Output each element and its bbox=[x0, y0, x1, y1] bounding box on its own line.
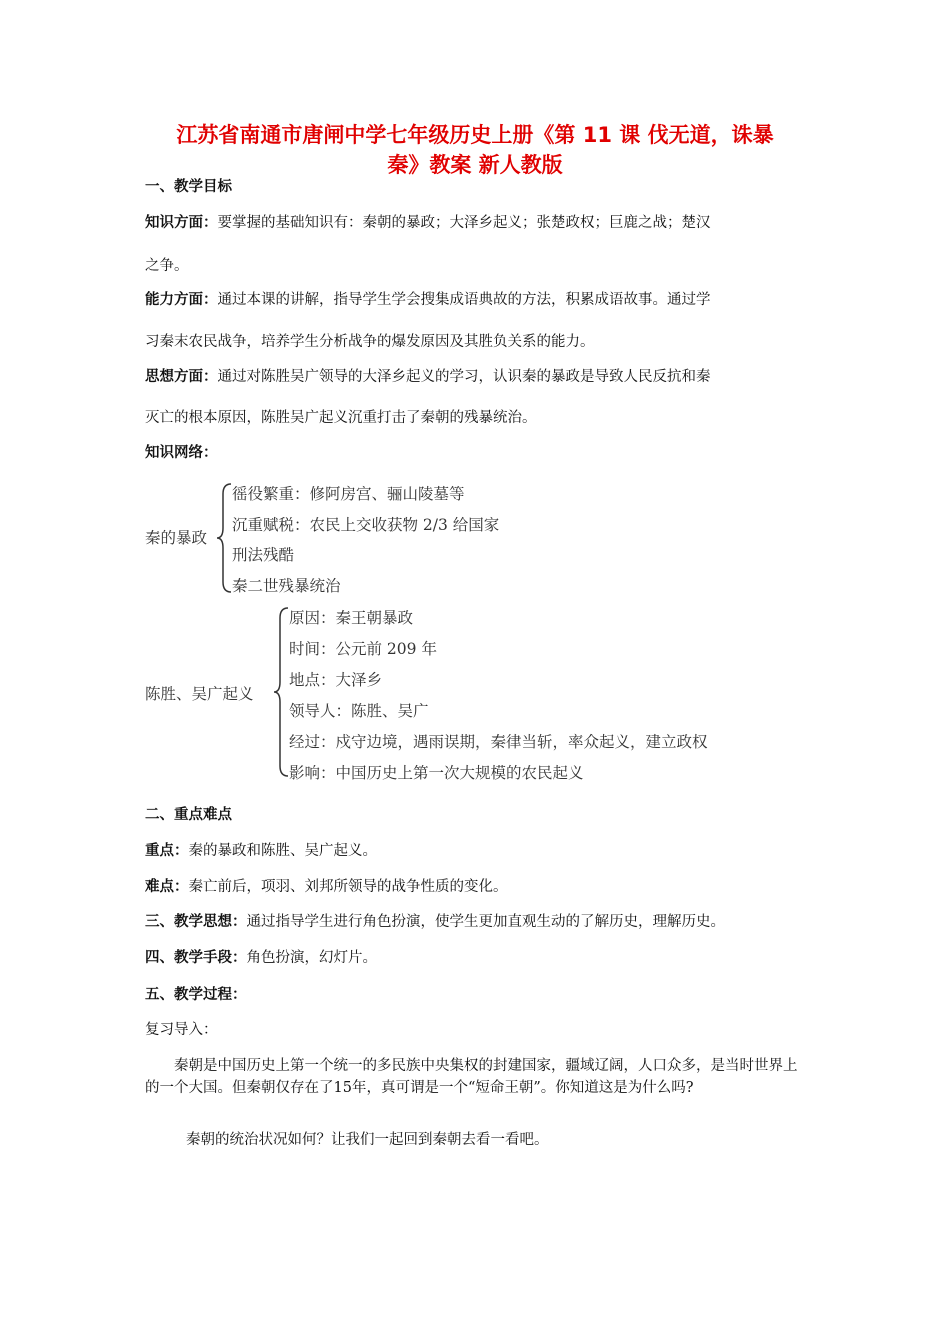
ability-text: 通过本课的讲解，指导学生学会搜集成语典故的方法，积累成语故事。通过学 bbox=[217, 292, 711, 308]
key-label: 重点： bbox=[145, 843, 189, 859]
difficult-point-line bbox=[145, 877, 508, 897]
thought-label: 思想方面： bbox=[145, 369, 218, 385]
title-line-1: 江苏省南通市唐闸中学七年级历史上册《第 11 课 伐无道，诛暴 bbox=[176, 123, 774, 147]
key-text: 秦的暴政和陈胜、吴广起义。 bbox=[188, 843, 377, 859]
section-1-heading: 一、教学目标 bbox=[145, 179, 232, 195]
intro-paragraph: 秦朝是中国历史上第一个统一的多民族中央集权的封建国家，疆域辽阔，人口众多，是当时世界上的一个大国。但秦朝仅存在了15年，真可谓是一个“短命王朝”。你知道这是为什么吗? bbox=[145, 1058, 798, 1096]
ability-label: 能力方面： bbox=[145, 292, 218, 308]
key-point-line bbox=[145, 841, 377, 861]
document-title bbox=[130, 120, 820, 180]
thought-text: 通过对陈胜吴广领导的大泽乡起义的学习，认识秦的暴政是导致人民反抗和秦 bbox=[217, 369, 711, 385]
section-3-text: 通过指导学生进行角色扮演，使学生更加直观生动的了解历史，理解历史。 bbox=[246, 914, 725, 930]
network-group-2-item: 影响：中国历史上第一次大规模的农民起义 bbox=[289, 764, 584, 782]
knowledge-line bbox=[145, 213, 711, 233]
ability-line bbox=[145, 290, 711, 310]
knowledge-label: 知识方面： bbox=[145, 215, 218, 231]
title-line-2: 秦》教案 新人教版 bbox=[387, 153, 563, 177]
difficult-text: 秦亡前后，项羽、刘邦所领导的战争性质的变化。 bbox=[188, 879, 508, 895]
network-group-2-item: 原因：秦王朝暴政 bbox=[289, 609, 414, 627]
section-4-text: 角色扮演，幻灯片。 bbox=[246, 950, 377, 966]
section-5-heading: 五、教学过程： bbox=[145, 987, 247, 1003]
network-group-1-item: 沉重赋税：农民上交收获物 2/3 给国家 bbox=[232, 516, 500, 534]
difficult-label: 难点： bbox=[145, 879, 189, 895]
network-group-1-item: 秦二世残暴统治 bbox=[232, 577, 341, 595]
network-group-1-item: 刑法残酷 bbox=[232, 546, 295, 564]
brace-2 bbox=[272, 604, 292, 780]
network-group-2-item: 经过：戍守边境，遇雨误期，秦律当斩，率众起义，建立政权 bbox=[289, 733, 708, 751]
network-group-1-item: 徭役繁重：修阿房宫、骊山陵墓等 bbox=[232, 485, 465, 503]
knowledge-text-2: 之争。 bbox=[145, 258, 189, 274]
knowledge-text: 要掌握的基础知识有：秦朝的暴政；大泽乡起义；张楚政权；巨鹿之战；楚汉 bbox=[217, 215, 711, 231]
thought-text-2: 灭亡的根本原因，陈胜吴广起义沉重打击了秦朝的残暴统治。 bbox=[145, 410, 537, 426]
thought-line bbox=[145, 367, 711, 387]
network-group-2-label: 陈胜、吴广起义 bbox=[145, 685, 254, 703]
section-4-line bbox=[145, 948, 377, 968]
network-group-1-label: 秦的暴政 bbox=[145, 529, 208, 547]
network-group-2-item: 地点：大泽乡 bbox=[289, 671, 383, 689]
review-label: 复习导入： bbox=[145, 1022, 218, 1038]
network-group-2-item: 领导人：陈胜、吴广 bbox=[289, 702, 429, 720]
network-group-2-item: 时间：公元前 209 年 bbox=[289, 640, 437, 658]
section-3-line bbox=[145, 912, 725, 932]
network-label: 知识网络： bbox=[145, 445, 218, 461]
section-4-label: 四、教学手段： bbox=[145, 950, 247, 966]
intro-paragraph-2: 秦朝的统治状况如何？让我们一起回到秦朝去看一看吧。 bbox=[186, 1132, 549, 1148]
section-3-label: 三、教学思想： bbox=[145, 914, 247, 930]
section-2-heading: 二、重点难点 bbox=[145, 807, 232, 823]
ability-text-2: 习秦末农民战争，培养学生分析战争的爆发原因及其胜负关系的能力。 bbox=[145, 334, 595, 350]
